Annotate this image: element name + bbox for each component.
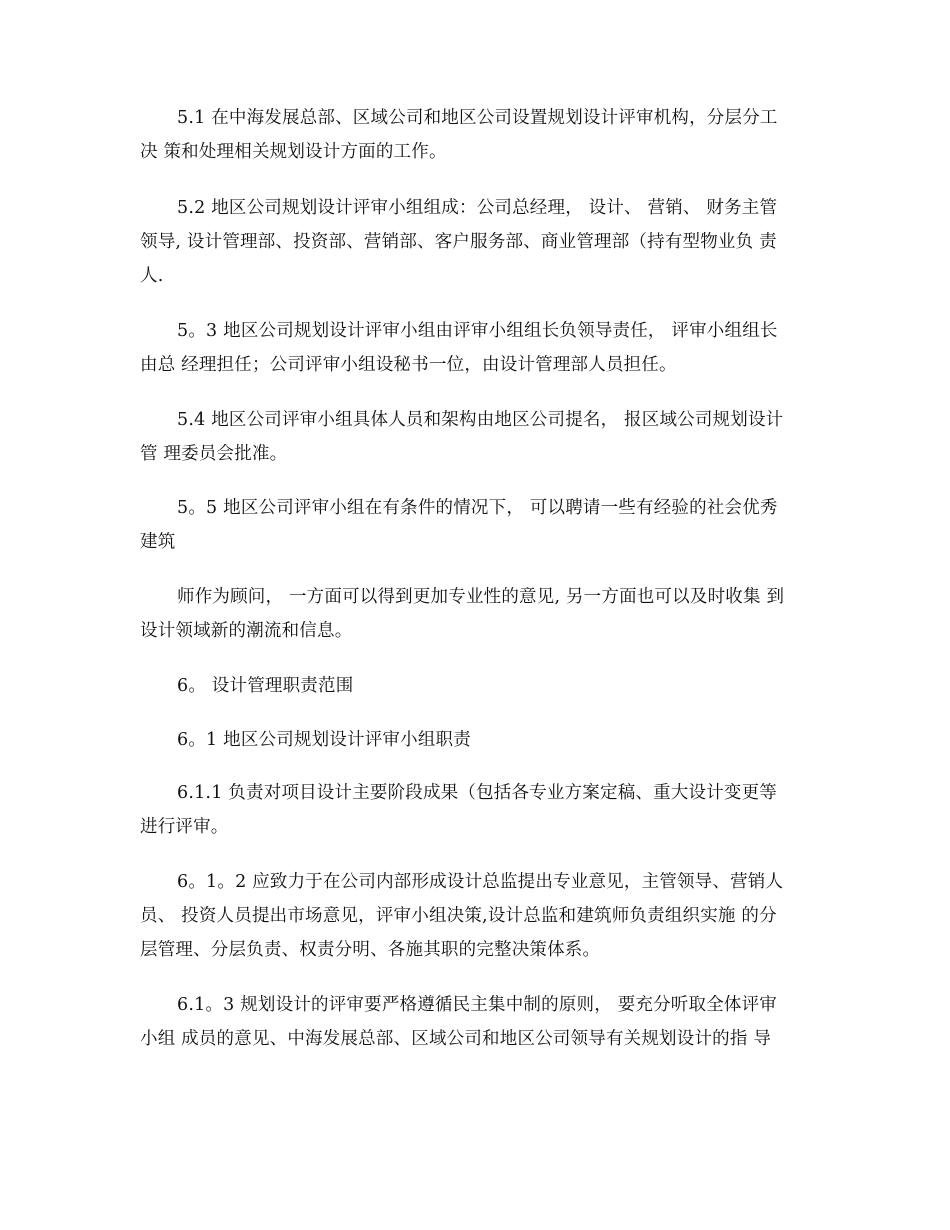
text-line: 层管理、分层负责、权责分明、各施其职的完整决策体系。 — [140, 940, 601, 960]
text-line: 管 理委员会批准。 — [140, 444, 288, 464]
section-heading-6 — [140, 669, 812, 703]
paragraph-5-2 — [140, 191, 812, 293]
text-line: 小组 成员的意见、中海发展总部、区域公司和地区公司领导有关规划设计的指 导 — [140, 1029, 772, 1049]
paragraph-5-4 — [140, 403, 812, 471]
text-line: 决 策和处理相关规划设计方面的工作。 — [140, 142, 447, 162]
text-line: 5.1 在中海发展总部、区域公司和地区公司设置规划设计评审机构，分层分工 — [177, 108, 778, 128]
subsection-heading-6-1 — [140, 723, 812, 757]
text-line: 师作为顾问， 一方面可以得到更加专业性的意见, 另一方面也可以及时收集 到 — [177, 587, 785, 607]
text-line: 5。5 地区公司评审小组在有条件的情况下， 可以聘请一些有经验的社会优秀 — [177, 498, 778, 518]
paragraph-6-1-3 — [140, 988, 812, 1056]
text-line: 领导, 设计管理部、投资部、营销部、客户服务部、商业管理部（持有型物业负 责 — [140, 232, 777, 252]
text-line: 6.1。3 规划设计的评审要严格遵循民主集中制的原则， 要充分听取全体评审 — [177, 995, 777, 1015]
text-line: 进行评审。 — [140, 817, 229, 837]
text-line: 人. — [140, 266, 164, 286]
text-line: 6。1。2 应致力于在公司内部形成设计总监提出专业意见，主管领导、营销人 — [177, 872, 784, 892]
text-line: 设计领域新的潮流和信息。 — [140, 621, 353, 641]
text-line: 6。1 地区公司规划设计评审小组职责 — [177, 730, 471, 750]
paragraph-5-3 — [140, 314, 812, 382]
paragraph-6-1-1 — [140, 776, 812, 844]
text-line: 6。 设计管理职责范围 — [177, 676, 354, 696]
text-line: 6.1.1 负责对项目设计主要阶段成果（包括各专业方案定稿、重大设计变更等 — [177, 783, 777, 803]
paragraph-5-5 — [140, 491, 812, 559]
paragraph-6-1-2 — [140, 865, 812, 967]
paragraph-5-5-continued — [140, 580, 812, 648]
text-line: 5。3 地区公司规划设计评审小组由评审小组组长负领导责任， 评审小组组长 — [177, 321, 778, 341]
text-line: 建筑 — [140, 532, 176, 552]
text-line: 5.4 地区公司评审小组具体人员和架构由地区公司提名， 报区域公司规划设计 — [177, 410, 784, 430]
text-line: 员、 投资人员提出市场意见，评审小组决策,设计总监和建筑师负责组织实施 的分 — [140, 906, 777, 926]
text-line: 由总 经理担任；公司评审小组设秘书一位，由设计管理部人员担任。 — [140, 355, 677, 375]
paragraph-5-1 — [140, 101, 812, 169]
text-line: 5.2 地区公司规划设计评审小组组成：公司总经理， 设计、 营销、 财务主管 — [177, 198, 778, 218]
